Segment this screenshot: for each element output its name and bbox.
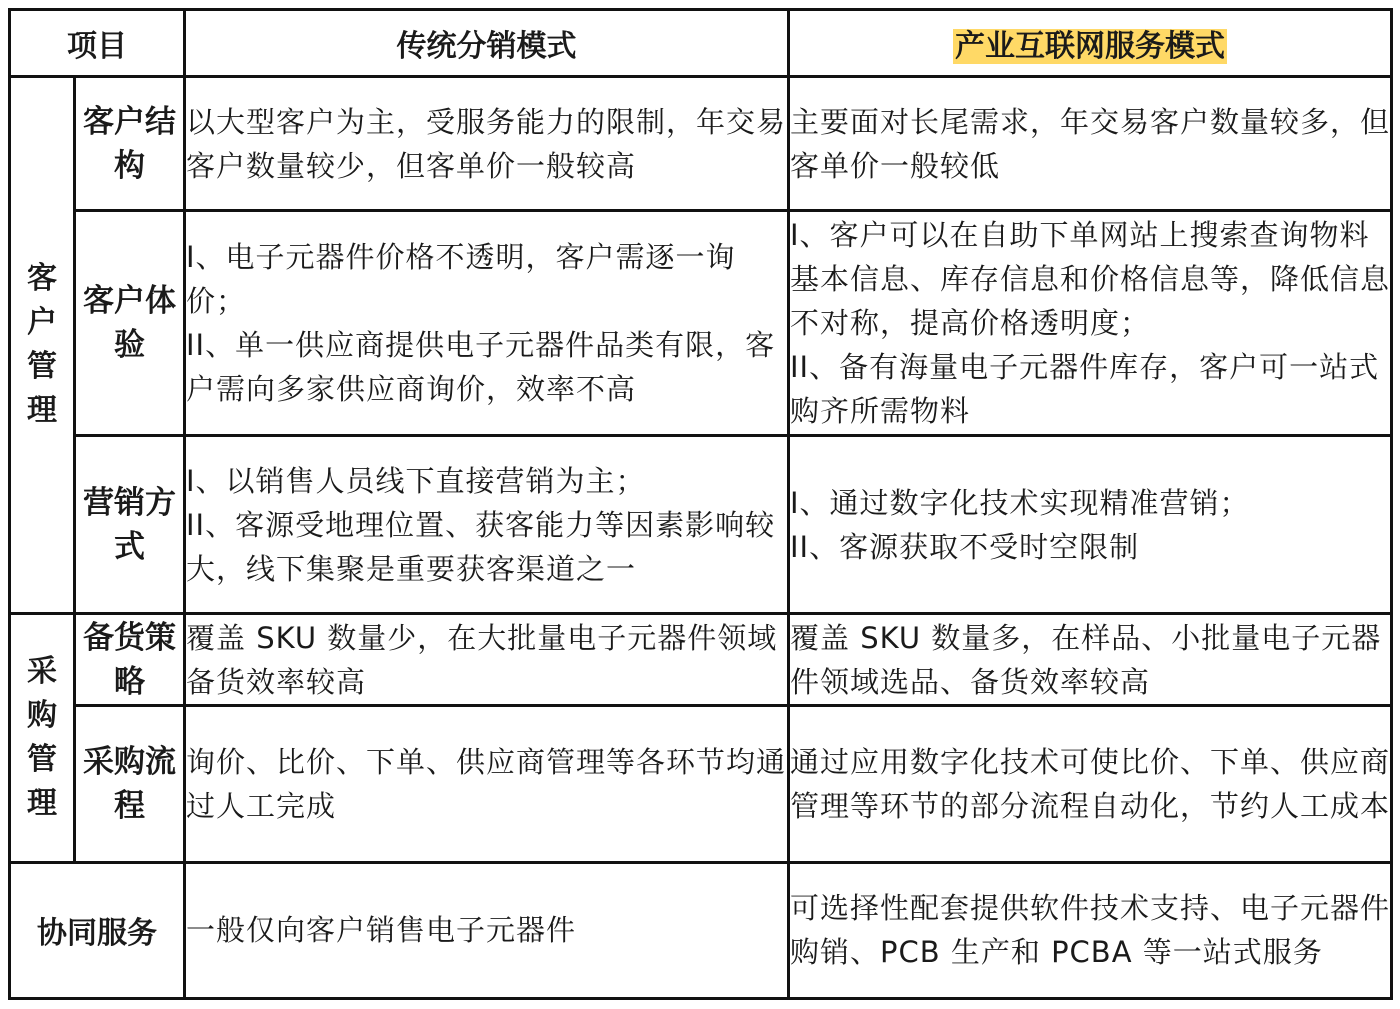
cell-internet: 主要面对长尾需求，年交易客户数量较多，但客单价一般较低 bbox=[789, 77, 1392, 211]
table-row bbox=[10, 435, 1392, 613]
cell-traditional: 询价、比价、下单、供应商管理等各环节均通过人工完成 bbox=[185, 706, 789, 862]
header-item: 项目 bbox=[10, 10, 185, 77]
table-row bbox=[10, 77, 1392, 211]
cell-internet: I、通过数字化技术实现精准营销； II、客源获取不受时空限制 bbox=[789, 435, 1392, 613]
row-sub-label: 客户结构 bbox=[75, 77, 185, 211]
cell-traditional: I、电子元器件价格不透明，客户需逐一询价； II、单一供应商提供电子元器件品类有限，客户需向多家供应商询价，效率不高 bbox=[185, 211, 789, 435]
header-internet bbox=[789, 10, 1392, 77]
table-row bbox=[10, 614, 1392, 706]
cell-traditional: I、以销售人员线下直接营销为主； II、客源受地理位置、获客能力等因素影响较大，线下集聚是重要获客渠道之一 bbox=[185, 435, 789, 613]
table-row bbox=[10, 211, 1392, 435]
row-sub-label: 采购流程 bbox=[75, 706, 185, 862]
group-customer bbox=[10, 77, 75, 614]
header-internet-label: 产业互联网服务模式 bbox=[955, 29, 1225, 65]
cell-internet: 通过应用数字化技术可使比价、下单、供应商管理等环节的部分流程自动化，节约人工成本 bbox=[789, 706, 1392, 862]
cell-traditional: 一般仅向客户销售电子元器件 bbox=[185, 862, 789, 998]
group-purchase-label: 采购管理 bbox=[27, 653, 57, 821]
group-synergy: 协同服务 bbox=[10, 862, 185, 998]
cell-internet: 可选择性配套提供软件技术支持、电子元器件购销、PCB 生产和 PCBA 等一站式服务 bbox=[789, 862, 1392, 998]
comparison-table bbox=[8, 8, 1393, 1000]
cell-internet: 覆盖 SKU 数量多，在样品、小批量电子元器件领域选品、备货效率较高 bbox=[789, 614, 1392, 706]
table-row bbox=[10, 862, 1392, 998]
row-sub-label: 备货策略 bbox=[75, 614, 185, 706]
cell-traditional: 覆盖 SKU 数量少，在大批量电子元器件领域备货效率较高 bbox=[185, 614, 789, 706]
row-sub-label: 营销方式 bbox=[75, 435, 185, 613]
cell-internet: I、客户可以在自助下单网站上搜索查询物料基本信息、库存信息和价格信息等，降低信息不对称，提高价格透明度； II、备有海量电子元器件库存，客户可一站式购齐所需物料 bbox=[789, 211, 1392, 435]
cell-traditional: 以大型客户为主，受服务能力的限制，年交易客户数量较少，但客单价一般较高 bbox=[185, 77, 789, 211]
table-row bbox=[10, 706, 1392, 862]
group-customer-label: 客户管理 bbox=[27, 261, 57, 429]
header-row bbox=[10, 10, 1392, 77]
comparison-table-frame bbox=[8, 8, 1390, 1000]
header-traditional: 传统分销模式 bbox=[185, 10, 789, 77]
group-purchase bbox=[10, 614, 75, 862]
row-sub-label: 客户体验 bbox=[75, 211, 185, 435]
